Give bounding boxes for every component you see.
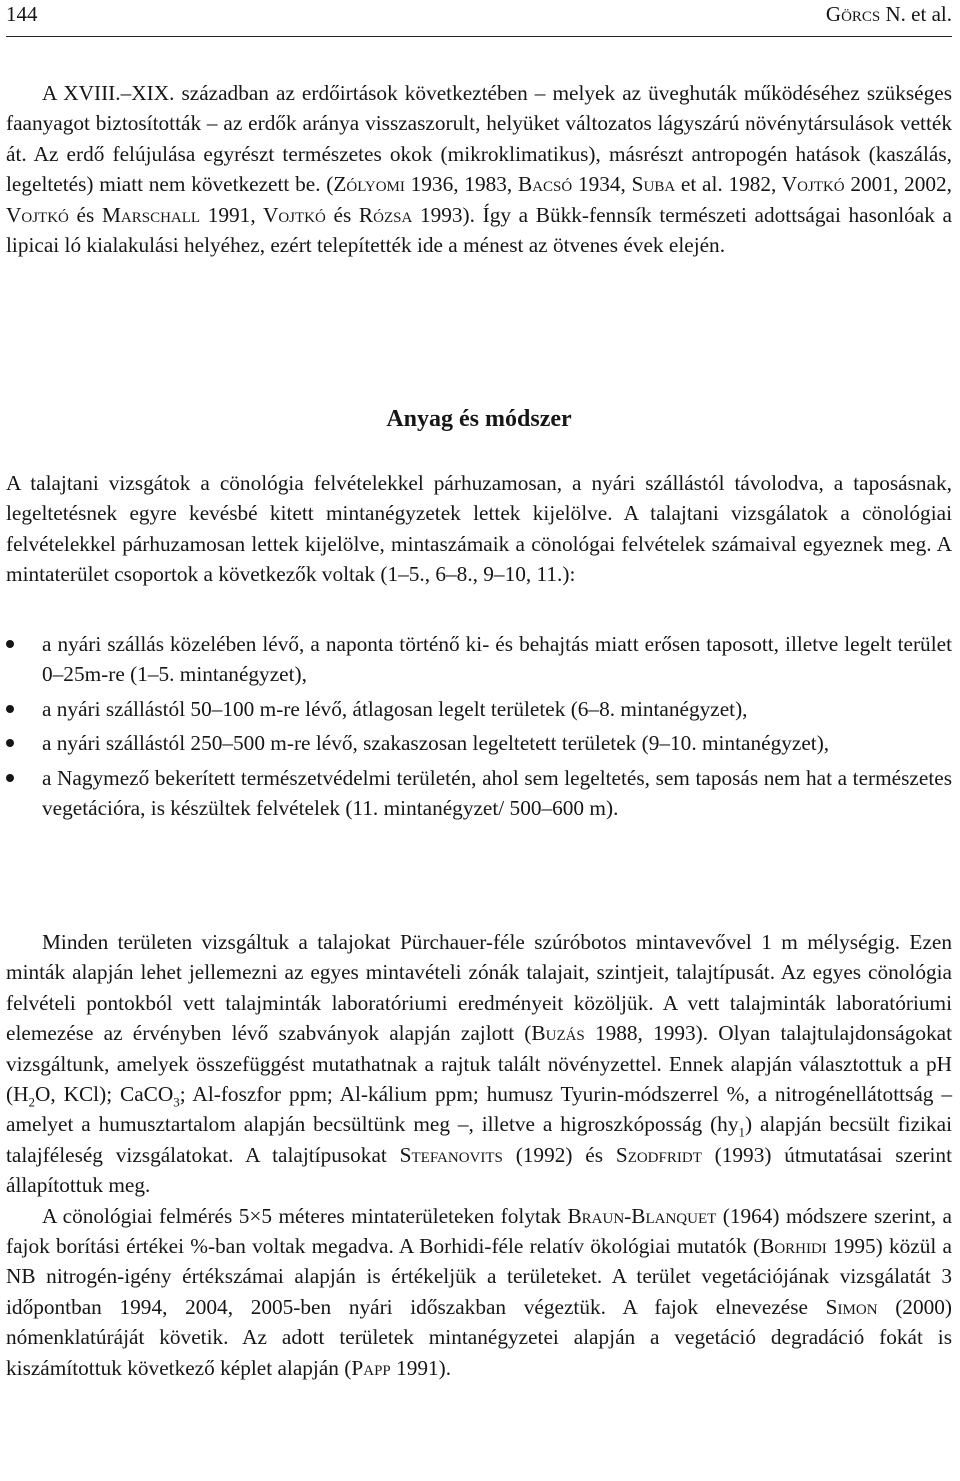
citation-initial: Z: [333, 172, 347, 197]
text-run: és: [68, 202, 102, 227]
text-run: (1964) módszere szerint, a fajok borítási értékei %-ban voltak megadva. A Borhidi-féle relatív ökológiai mutatók (: [6, 1203, 952, 1259]
citation-initial: P: [351, 1355, 364, 1380]
list-item: [6, 763, 952, 824]
citation-author: orhidi: [774, 1234, 827, 1259]
citation-initial: V: [781, 172, 798, 197]
citation-initial: S: [825, 1294, 838, 1319]
text-run: és: [325, 202, 359, 227]
citation-initial: R: [358, 202, 374, 227]
list-item: [6, 694, 952, 724]
text-run: Minden területen vizsgáltuk a talajokat Pürchauer-féle szúróbotos mintavevővel 1 m mélységig. Ezen minták alapján lehet jellemezni az egyes mintavételi zónák talajait, szintjeit, talajtípusát. Az egyes cönológia felvételi pontokból vett talajminták laboratóriumi eredményeit közöljük. A vett talajminták laboratóriumi elemezése az érvényben lévő szabványok alapján zajlott (: [6, 930, 952, 1046]
citation-initial: S: [615, 1142, 628, 1167]
citation-initial: B: [760, 1234, 775, 1259]
citation-initial: B: [531, 1021, 546, 1046]
author-suffix: N. et al.: [880, 2, 952, 26]
running-title: [826, 0, 952, 28]
citation-author: imon: [837, 1294, 878, 1319]
sample-group-list: [6, 629, 952, 827]
text-run: (1993) útmutatásai szerint állapítottuk meg.: [6, 1142, 952, 1198]
list-item: [6, 728, 952, 758]
citation-initial: M: [101, 202, 121, 227]
citation-initial: S: [631, 172, 644, 197]
text-run: A XVIII.–XIX. században az erdőirtások következtében – melyek az üveghuták működéséhez szükséges faanyagot biztosították – az erdők aránya visszaszorult, helyüket változatos lágyszárú növénytársulások vették át. Az erdő felújulása egyrészt természetes okok (mikroklimatikus), másrészt antropogén hatások (kaszálás, legeltetés) miatt nem következett be. (: [6, 81, 952, 197]
intro-paragraph: [6, 78, 952, 260]
list-item-text: a Nagymező bekerített természetvédelmi területén, ahol sem legeltetés, sem taposás nem hat a természetes vegetációra, is készültek felvételek (11. mintanégyzet/ 500–600 m).: [42, 765, 952, 821]
list-item-text: a nyári szállástól 50–100 m-re lévő, átlagosan legelt területek (6–8. mintanégyzet),: [42, 696, 748, 721]
text-run: 2001, 2002,: [844, 172, 952, 197]
citation-initial: B: [631, 1203, 646, 1228]
text-run: 1936, 1983,: [404, 172, 518, 197]
text-run: 1993). Így a Bükk-fennsík természeti adottságai hasonlóak a lipicai ló kialakulási helyéhez, ezért telepítették ide a ménest az ötvenes évek elején.: [6, 202, 952, 258]
citation-initial: B: [567, 1203, 582, 1228]
text-run: 1995) közül a NB nitrogén-igény értékszámai alapján is értékeljük a területeket. A terület vegetációjának vizsgálatát 3 időpontban 1994, 2004, 2005-ben nyári időszakban végeztük. A fajok elnevezése: [6, 1234, 952, 1319]
citation-author: ojtkó: [21, 202, 69, 227]
text-run: -: [624, 1203, 632, 1228]
citation-author: arschall: [120, 202, 201, 227]
citation-author: uba: [643, 172, 676, 197]
author-initial: G: [825, 2, 842, 26]
text-run: O, KCl); CaCO: [34, 1082, 174, 1107]
citation-author: lanquet: [645, 1203, 717, 1228]
methods-body: [6, 927, 952, 1383]
citation-author: uzás: [545, 1021, 585, 1046]
bullet-icon: [6, 774, 14, 782]
list-item: [6, 629, 952, 690]
citation-author: ózsa: [373, 202, 413, 227]
citation-author: ólyomi: [346, 172, 405, 197]
text-run: 1991,: [200, 202, 263, 227]
subscript: 2: [28, 1094, 35, 1110]
bullet-icon: [6, 739, 14, 747]
citation-initial: B: [517, 172, 533, 197]
text-run: 1988, 1993). Olyan talajtulajdonságokat vizsgáltunk, amelyek összefüggést mutathatnak a rajtuk talált növényzettel. Ennek alapján választottuk a pH (H: [6, 1021, 953, 1107]
text-run: (1992) és: [502, 1142, 616, 1167]
citation-author: ojtkó: [278, 202, 326, 227]
citation-author: zodfridt: [627, 1142, 702, 1167]
citation-initial: V: [262, 202, 279, 227]
text-run: ; Al-foszfor ppm; Al-kálium ppm; humusz Tyurin-módszerrel %, a nitrogénellátottság – amelyet a humusztartalom alapján becsültünk meg –, illetve a higroszkóposság (hy: [6, 1082, 952, 1137]
text-run: (2000) nómenklatúráját követik. Az adott területek mintanégyzetei alapján a vegetáció degradáció fokát is kiszámítottuk következő képlet alapján (: [6, 1294, 952, 1380]
page-number: 144: [6, 2, 38, 26]
methods-paragraph: A talajtani vizsgátok a cönológia felvételekkel párhuzamosan, a nyári szállástól távolodva, a taposásnak, legeltetésnek egyre kevésbé kitett mintanégyzetek lettek kijelölve. A talajtani vizsgálatok a cönológiai felvételekkel párhuzamosan lettek kijelölve, mintaszámaik a cönológai felvételek számaival egyeznek meg. A mintaterület csoportok a következők voltak (1–5., 6–8., 9–10, 11.):: [6, 471, 952, 587]
text-run: et al. 1982,: [675, 172, 782, 197]
citation-author: tefanovits: [411, 1142, 503, 1167]
bullet-icon: [6, 640, 14, 648]
text-run: ) alapján becsült fizikai talajféleség vizsgálatokat. A talajtípusokat: [6, 1112, 952, 1167]
citation-initial: S: [399, 1142, 412, 1167]
soil-paragraph: [6, 927, 952, 1201]
subscript: 3: [173, 1094, 180, 1110]
list-item-text: a nyári szállástól 250–500 m-re lévő, szakaszosan legeltetett területek (9–10. mintanégyzet),: [42, 731, 830, 756]
header-rule: [6, 36, 952, 37]
citation-author: raun: [581, 1203, 625, 1228]
citation-author: app: [363, 1355, 391, 1380]
citation-author: ojtkó: [797, 172, 845, 197]
citation-initial: V: [6, 202, 22, 227]
text-run: 1991).: [390, 1355, 452, 1380]
section-heading: Anyag és módszer: [386, 406, 572, 432]
coenology-paragraph: [6, 1201, 952, 1383]
citation-author: acsó: [532, 172, 573, 197]
author-name: örcs: [841, 2, 881, 26]
list-item-text: a nyári szállás közelében lévő, a naponta történő ki- és behajtás miatt erősen taposott, illetve legelt terület 0–25m-re (1–5. mintanégyzet),: [42, 632, 952, 687]
running-head: [6, 0, 952, 28]
subscript: 1: [738, 1124, 745, 1140]
text-run: A cönológiai felmérés 5×5 méteres mintaterületeken folytak: [42, 1203, 568, 1228]
bullet-icon: [6, 705, 14, 713]
text-run: 1934,: [572, 172, 632, 197]
